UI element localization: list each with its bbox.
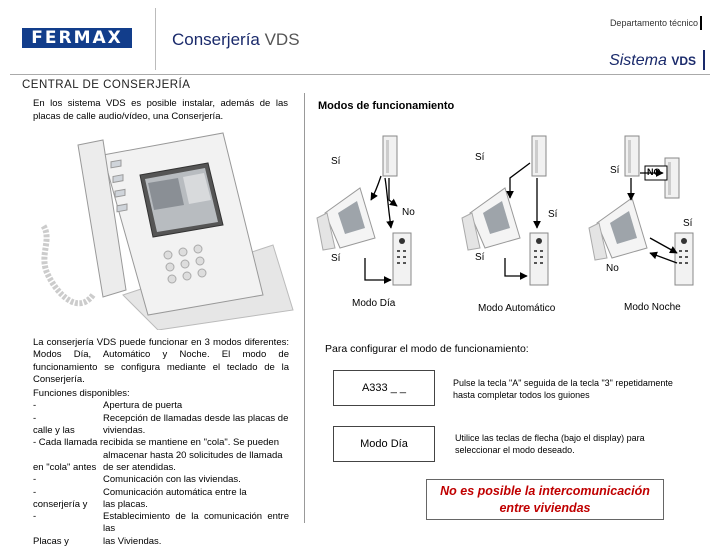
function-row: - Comunicación automática entre la — [33, 486, 247, 498]
function-row: en "cola" antes de ser atendidas. — [33, 461, 176, 473]
function-row: almacenar hasta 20 solicitudes de llamada — [103, 449, 283, 461]
mode-auto-label: Modo Automático — [478, 303, 556, 314]
functions-heading: Funciones disponibles: — [33, 388, 130, 400]
header-rule — [10, 74, 710, 75]
system-name: Sistema — [609, 52, 667, 69]
intro-text: En los sistema VDS es posible instalar, además de las placas de calle audio/vídeo, una Conserjería. — [33, 98, 288, 122]
description-block — [33, 337, 289, 548]
section-title: CENTRAL DE CONSERJERÍA — [22, 79, 191, 91]
label-no: No — [606, 263, 619, 274]
system-suffix: VDS — [671, 54, 696, 68]
concierge-unit-illustration — [8, 125, 303, 330]
label-no: No — [402, 207, 415, 218]
title-main: Conserjería — [172, 30, 260, 49]
header-divider — [155, 8, 156, 70]
function-row: - Comunicación con las viviendas. — [33, 474, 241, 486]
intercom-phone-icon — [383, 136, 397, 176]
department-bar — [700, 16, 702, 30]
mode-note: Utilice las teclas de flecha (bajo el display) para seleccionar el modo deseado. — [455, 433, 645, 455]
code-box: A333 _ _ — [333, 370, 435, 406]
no-sign: NO — [647, 167, 661, 177]
label-yes: Sí — [331, 253, 341, 264]
code-note: Pulse la tecla "A" seguida de la tecla "3" repetidamente hasta completar todos los guiones — [453, 378, 673, 400]
mode-night-group — [589, 136, 693, 285]
mode-box: Modo Día — [333, 426, 435, 462]
system-label — [609, 52, 696, 70]
label-yes: Sí — [548, 209, 558, 220]
label-yes: Sí — [610, 165, 620, 176]
mode-day-label: Modo Día — [352, 298, 396, 309]
page-title — [172, 30, 300, 50]
function-row: - Recepción de llamadas desde las placas de — [33, 412, 289, 424]
label-yes: Sí — [683, 218, 693, 229]
config-heading: Para configurar el modo de funcionamiento: — [325, 343, 529, 355]
function-row: calle y las viviendas. — [33, 425, 146, 437]
modes-heading: Modos de funcionamiento — [318, 100, 455, 112]
intercom-phone-icon — [625, 136, 639, 176]
description-paragraph: La conserjería VDS puede funcionar en 3 modos diferentes: Modos Día, Automático y Noche. El modo de funcionamiento se configura mediante el teclado de la Conserjería. — [33, 337, 289, 385]
mode-night-label: Modo Noche — [624, 302, 681, 313]
fermax-logo: FERMAX — [22, 28, 132, 48]
function-row: - Establecimiento de la comunicación entre las — [33, 511, 289, 535]
label-yes: Sí — [331, 156, 341, 167]
modes-diagram — [305, 118, 715, 318]
label-yes: Sí — [475, 152, 485, 163]
title-suffix: VDS — [259, 30, 300, 49]
function-row: conserjería y las placas. — [33, 498, 148, 510]
function-row: - Cada llamada recibida se mantiene en "cola". Se pueden — [33, 437, 279, 449]
intercom-phone-icon — [532, 136, 546, 176]
warning-box: No es posible la intercomunicación entre viviendas — [426, 479, 664, 520]
label-yes: Sí — [475, 252, 485, 263]
function-row: - Apertura de puerta — [33, 400, 183, 412]
department-label: Departamento técnico — [609, 18, 698, 28]
function-row: Placas y las Viviendas. — [33, 535, 162, 547]
system-bar — [703, 50, 705, 70]
